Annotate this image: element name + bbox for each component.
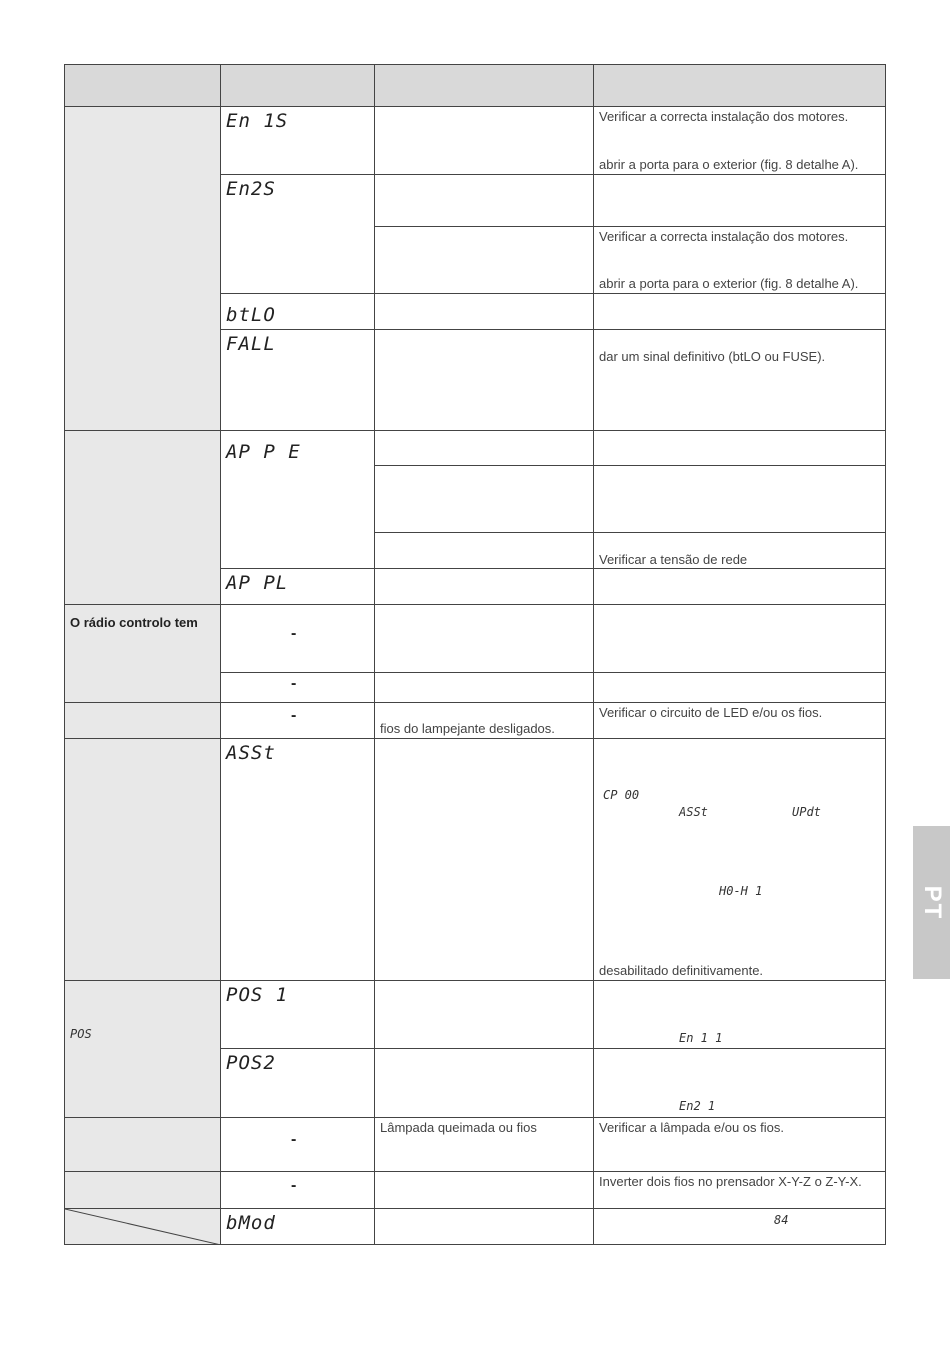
cause-cell-15 (374, 1048, 594, 1118)
en21-small-code: En2 1 (679, 1099, 716, 1113)
display-cell-radio-2 (220, 672, 375, 703)
direction-solution-text: Inverter dois fios no prensador X-Y-Z o Z-Y-X. (599, 1174, 862, 1189)
cause-cell-11 (374, 672, 594, 703)
code-en2s: En2S (226, 178, 276, 200)
code-en1s: En 1S (226, 110, 289, 132)
code-pos1: POS 1 (226, 984, 289, 1006)
cause-cell-4 (374, 293, 594, 330)
problem-cell-encoder (64, 106, 221, 431)
cause-cell-1 (374, 106, 594, 175)
cause-cell-8 (374, 532, 594, 569)
solution-cell-5 (593, 329, 886, 431)
dash-lamp: - (291, 1131, 297, 1148)
solution-cell-10 (593, 604, 886, 673)
en1s-solution-line-1: Verificar a correcta instalação dos motores. (599, 109, 849, 124)
lamp-cause-text: Lâmpada queimada ou fios (380, 1120, 537, 1135)
solution-cell-7 (593, 465, 886, 533)
troubleshooting-table (64, 64, 886, 1245)
lamp-solution-text: Verificar a lâmpada e/ou os fios. (599, 1120, 784, 1135)
asst-solution-last-line: desabilitado definitivamente. (599, 963, 764, 978)
updt-small-code: UPdt (792, 805, 821, 819)
en11-small-code: En 1 1 (679, 1031, 723, 1045)
cause-cell-10 (374, 604, 594, 673)
display-cell-asst (220, 738, 375, 981)
display-cell-direction (220, 1171, 375, 1209)
radio-problem-text: O rádio controlo tem (70, 615, 198, 630)
cause-cell-17 (374, 1171, 594, 1209)
solution-cell-15 (593, 1048, 886, 1118)
display-cell-lamp (220, 1117, 375, 1172)
h0h1-small-code: H0-H 1 (719, 884, 763, 898)
cause-cell-18 (374, 1208, 594, 1245)
cause-cell-14 (374, 980, 594, 1049)
solution-cell-4 (593, 293, 886, 330)
code-fall: FALL (226, 333, 276, 355)
solution-cell-11 (593, 672, 886, 703)
code-pos2: POS2 (226, 1052, 276, 1074)
flash-cause-text: fios do lampejante desligados. (380, 721, 555, 736)
flash-solution-text: Verificar o circuito de LED e/ou os fios. (599, 705, 823, 720)
language-side-tab-label: PT (918, 885, 946, 920)
asst-small-code: ASSt (679, 805, 708, 819)
dash-radio-2: - (291, 675, 297, 692)
cause-cell-3 (374, 226, 594, 294)
cause-cell-9 (374, 568, 594, 605)
diagonal-line (65, 1209, 221, 1245)
dash-flash: - (291, 707, 297, 724)
b4-small-code: 84 (774, 1213, 789, 1227)
en2s-solution-line-2: abrir a porta para o exterior (fig. 8 detalhe A). (599, 276, 859, 291)
header-cell-cause (374, 64, 594, 107)
solution-cell-14 (593, 980, 886, 1049)
problem-cell-empty-diagonal (64, 1208, 221, 1245)
problem-cell-power (64, 430, 221, 605)
problem-cell-lamp (64, 1117, 221, 1172)
pos-small-code: POS (70, 1027, 92, 1041)
cause-cell-6 (374, 430, 594, 466)
solution-cell-18 (593, 1208, 886, 1245)
cause-cell-7 (374, 465, 594, 533)
cause-cell-2 (374, 174, 594, 227)
problem-cell-direction (64, 1171, 221, 1209)
language-side-tab (913, 826, 950, 979)
cp00-small-code: CP 00 (603, 788, 640, 802)
code-appl: AP PL (226, 572, 289, 594)
solution-cell-6 (593, 430, 886, 466)
solution-cell-2 (593, 174, 886, 227)
header-cell-problem (64, 64, 221, 107)
display-cell-radio-1 (220, 604, 375, 673)
problem-cell-assist (64, 738, 221, 981)
code-appe: AP P E (226, 441, 301, 463)
solution-cell-9 (593, 568, 886, 605)
en2s-solution-line-1: Verificar a correcta instalação dos motores. (599, 229, 849, 244)
header-cell-display (220, 64, 375, 107)
code-asst: ASSt (226, 742, 276, 764)
problem-cell-flash (64, 702, 221, 739)
display-cell-flash (220, 702, 375, 739)
appe-solution-text: Verificar a tensão de rede (599, 552, 748, 567)
fall-solution-text: dar um sinal definitivo (btLO ou FUSE). (599, 349, 826, 364)
problem-cell-position (64, 980, 221, 1118)
en1s-solution-line-2: abrir a porta para o exterior (fig. 8 detalhe A). (599, 157, 859, 172)
dash-radio-1: - (291, 625, 297, 642)
solution-cell-13 (593, 738, 886, 981)
code-btlo: btLO (226, 304, 276, 326)
header-cell-solution (593, 64, 886, 107)
code-bmod: bMod (226, 1212, 276, 1234)
cause-cell-5 (374, 329, 594, 431)
dash-direction: - (291, 1177, 297, 1194)
cause-cell-13 (374, 738, 594, 981)
